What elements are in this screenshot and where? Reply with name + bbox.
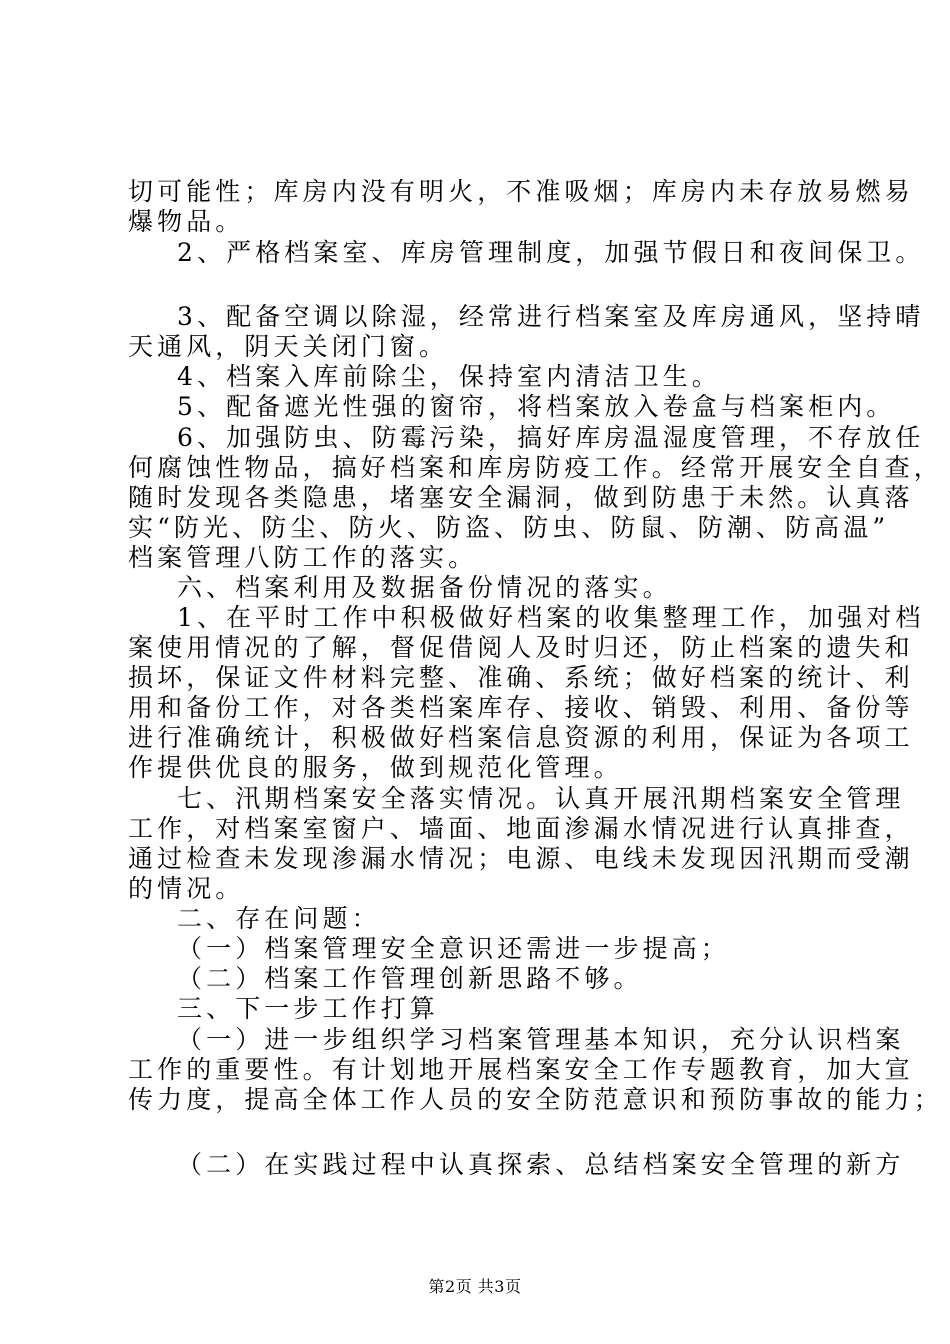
text-line: 实“防光、防尘、防火、防盗、防虫、防鼠、防潮、防高温”: [128, 513, 890, 542]
text-line: 何腐蚀性物品，搞好档案和库房防疫工作。经常开展安全自查，: [128, 453, 943, 482]
text-line: 作提供优良的服务，做到规范化管理。: [128, 753, 623, 782]
text-line: 用和备份工作，对各类档案库存、接收、销毁、利用、备份等: [128, 693, 914, 722]
page-number-footer: 第2页 共3页: [428, 1277, 522, 1296]
text-line: 通过检查未发现渗漏水情况；电源、电线未发现因汛期而受潮: [128, 844, 914, 873]
text-line: 切可能性；库房内没有明火，不准吸烟；库房内未存放易燃易: [128, 177, 914, 206]
text-line: 爆物品。: [128, 207, 245, 236]
text-line: 4、档案入库前除尘，保持室内清洁卫生。: [177, 362, 721, 391]
text-line: 随时发现各类隐患，堵塞安全漏洞，做到防患于未然。认真落: [128, 483, 914, 512]
text-line: 进行准确统计，积极做好档案信息资源的利用，保证为各项工: [128, 723, 914, 752]
text-line: （二）在实践过程中认真探索、总结档案安全管理的新方: [177, 1150, 905, 1179]
text-line: 3、配备空调以除湿，经常进行档案室及库房通风，坚持晴: [177, 302, 925, 331]
text-line: 案使用情况的了解，督促借阅人及时归还，防止档案的遗失和: [128, 633, 914, 662]
text-line: 1、在平时工作中积极做好档案的收集整理工作，加强对档: [177, 603, 925, 632]
text-line: 6、加强防虫、防霉污染，搞好库房温湿度管理，不存放任: [177, 423, 925, 452]
text-line: 损坏，保证文件材料完整、准确、系统；做好档案的统计、利: [128, 663, 914, 692]
text-line: 的情况。: [128, 874, 245, 903]
text-line: 档案管理八防工作的落实。: [128, 543, 478, 572]
text-line: 六、档案利用及数据备份情况的落实。: [177, 573, 672, 602]
text-line: 天通风，阴天关闭门窗。: [128, 332, 449, 361]
text-line: 5、配备遮光性强的窗帘，将档案放入卷盒与档案柜内。: [177, 392, 896, 421]
text-line: 二、存在问题：: [177, 904, 381, 933]
text-line: 2、严格档案室、库房管理制度，加强节假日和夜间保卫。: [177, 238, 925, 267]
text-line: （二）档案工作管理创新思路不够。: [177, 964, 643, 993]
text-line: 七、汛期档案安全落实情况。认真开展汛期档案安全管理: [177, 784, 905, 813]
text-line: 三、下一步工作打算: [177, 994, 439, 1023]
text-line: 工作，对档案室窗户、墙面、地面渗漏水情况进行认真排查，: [128, 814, 914, 843]
text-line: （一）进一步组织学习档案管理基本知识，充分认识档案: [177, 1025, 905, 1054]
text-line: 传力度，提高全体工作人员的安全防范意识和预防事故的能力；: [128, 1085, 943, 1114]
text-line: 工作的重要性。有计划地开展档案安全工作专题教育，加大宣: [128, 1055, 914, 1084]
text-line: （一）档案管理安全意识还需进一步提高；: [177, 934, 730, 963]
